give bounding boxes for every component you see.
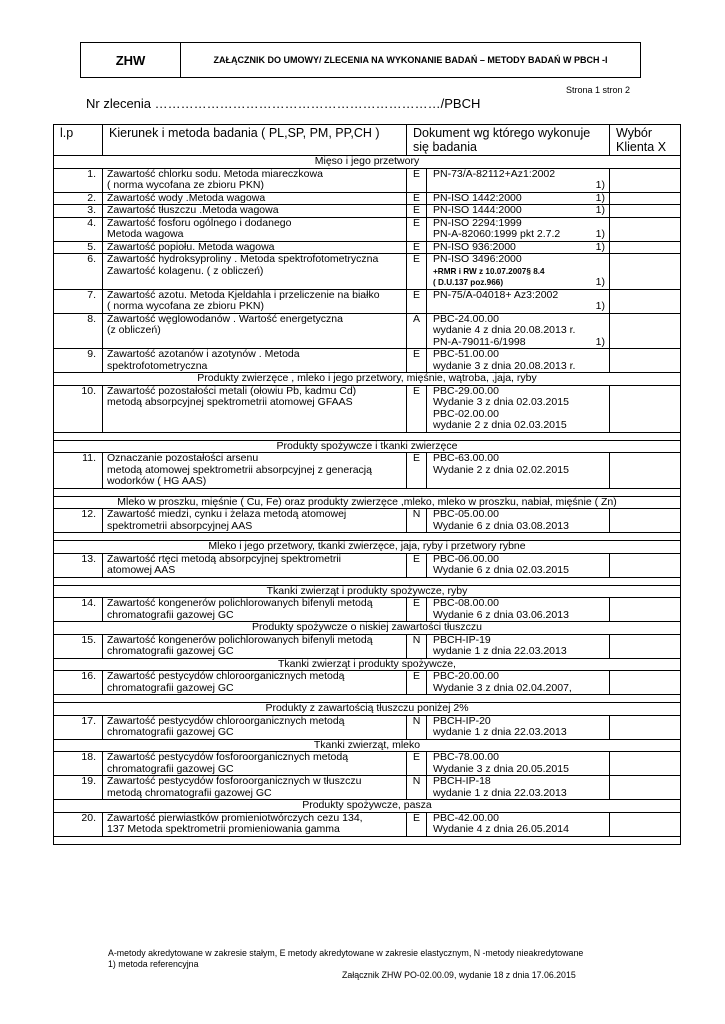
footnote-reference: 1) metoda referencyjna [108,959,199,969]
row-accreditation-code: E [407,289,427,313]
row-document: PN-ISO 1442:2000 [433,191,522,204]
row-number: 13. [54,553,103,577]
row-document-cell [427,812,610,836]
row-document-cell [427,671,610,695]
row-document-cell [427,385,610,432]
row-document: PBC-42.00.00 Wydanie 4 z dnia 26.05.2014 [433,811,569,835]
header-title: ZAŁĄCZNIK DO UMOWY/ ZLECENIA NA WYKONANIE BADAŃ – METODY BADAŃ W PBCH -I [213,55,608,65]
row-document: PBC-24.00.00 wydanie 4 z dnia 20.08.2013 r. PN-A-79011-6/1998 [433,312,576,348]
spacer-row [54,488,681,496]
row-document: PN-ISO 2294:1999 PN-A-82060:1999 pkt 2.7.2 [433,216,561,240]
category-label: Produkty spożywcze i tkanki zwierzęce [54,440,681,453]
row-document: PBC-29.00.00 Wydanie 3 z dnia 02.03.2015 PBC-02.00.00 wydanie 2 z dnia 02.03.2015 [433,384,569,431]
row-number: 18. [54,752,103,776]
row-document-cell [427,192,610,205]
row-accreditation-code: E [407,205,427,218]
row-client-choice[interactable] [610,598,681,622]
row-accreditation-code: N [407,634,427,658]
table-header-row [54,125,681,156]
document-footer: Załącznik ZHW PO-02.00.09, wydanie 18 z dnia 17.06.2015 [342,970,576,980]
category-label: Tkanki zwierząt i produkty spożywcze, [54,658,681,671]
col-header-direction: Kierunek i metoda badania ( PL,SP, PM, PP,CH ) [103,125,407,156]
row-client-choice[interactable] [610,671,681,695]
row-reference-mark: 1) [595,300,605,312]
table-row [54,671,681,695]
row-method-description: Zawartość kongenerów polichlorowanych bifenyli metodą chromatografii gazowej GC [103,634,407,658]
row-reference-mark: 1) [595,191,605,204]
row-document: PBC-63.00.00 Wydanie 2 z dnia 02.02.2015 [433,452,569,476]
table-row [54,752,681,776]
row-document-cell [427,776,610,800]
row-accreditation-code: E [407,598,427,622]
table-row [54,205,681,218]
row-client-choice[interactable] [610,349,681,373]
row-client-choice[interactable] [610,715,681,739]
row-method-description: Zawartość miedzi, cynku i żelaza metodą atomowej spektrometrii absorpcyjnej AAS [103,509,407,533]
row-document-cell [427,509,610,533]
row-document-cell [427,168,610,192]
row-method-description: Zawartość pestycydów chloroorganicznych metodą chromatografii gazowej GC [103,671,407,695]
table-row [54,217,681,241]
row-number: 16. [54,671,103,695]
category-label: Produkty spożywcze, pasza [54,800,681,813]
table-row [54,453,681,489]
row-method-description: Oznaczanie pozostałości arsenu metodą atomowej spektrometrii absorpcyjnej z generacją wodorków ( HG AAS) [103,453,407,489]
category-label: Mleko i jego przetwory, tkanki zwierzęce, jaja, ryby i przetwory rybne [54,541,681,554]
row-reference-mark: 1) [595,204,605,216]
row-number: 11. [54,453,103,489]
row-client-choice[interactable] [610,634,681,658]
row-number: 9. [54,349,103,373]
row-method-description: Zawartość chlorku sodu. Metoda miareczkowa ( norma wycofana ze zbioru PKN) [103,168,407,192]
row-method-description: Zawartość pestycydów fosforoorganicznych metodą chromatografii gazowej GC [103,752,407,776]
category-row [54,739,681,752]
page-info: Strona 1 stron 2 [566,85,631,95]
table-row [54,509,681,533]
row-document: PBC-05.00.00 Wydanie 6 z dnia 03.08.2013 [433,508,569,532]
row-document-cell [427,289,610,313]
category-label: Produkty spożywcze o niskiej zawartości tłuszczu [54,622,681,635]
row-reference-mark: 1) [595,240,605,253]
row-number: 6. [54,254,103,290]
row-method-description: Zawartość kongenerów polichlorowanych bifenyli metodą chromatografii gazowej GC [103,598,407,622]
row-document: PBCH-IP-19 wydanie 1 z dnia 22.03.2013 [433,633,567,657]
row-number: 3. [54,205,103,218]
row-accreditation-code: E [407,254,427,290]
row-client-choice[interactable] [610,192,681,205]
row-document: PN-ISO 936:2000 [433,240,516,253]
row-reference-mark: 1) [595,228,605,240]
col-header-lp: l.p [54,125,103,156]
row-document-cell [427,205,610,218]
row-document: PN-73/A-82112+Az1:2002 [433,167,556,180]
row-client-choice[interactable] [610,553,681,577]
category-label: Mleko w proszku, mięśnie ( Cu, Fe) oraz produkty zwierzęce ,mleko, mleko w proszku, nabiał, mięśnie ( Zn) [54,496,681,509]
row-method-description: Zawartość pestycydów fosforoorganicznych w tłuszczu metodą chromatografii gazowej GC [103,776,407,800]
table-row [54,598,681,622]
table-row [54,634,681,658]
row-number: 17. [54,715,103,739]
row-method-description: Zawartość tłuszczu .Metoda wagowa [103,205,407,218]
category-row [54,496,681,509]
header-code: ZHW [81,43,181,77]
spacer-row [54,836,681,844]
row-document-cell [427,553,610,577]
row-accreditation-code: E [407,385,427,432]
row-number: 4. [54,217,103,241]
row-client-choice[interactable] [610,289,681,313]
row-number: 19. [54,776,103,800]
table-row [54,313,681,349]
row-accreditation-code: E [407,349,427,373]
row-reference-mark: 1) [595,179,605,191]
row-method-description: Zawartość wody .Metoda wagowa [103,192,407,205]
row-document: PBCH-IP-18 wydanie 1 z dnia 22.03.2013 [433,775,567,799]
row-number: 5. [54,241,103,254]
category-label: Produkty zwierzęce , mleko i jego przetwory, mięśnie, wątroba, ,jaja, ryby [54,373,681,386]
row-document-cell [427,349,610,373]
row-document: PBCH-IP-20 wydanie 1 z dnia 22.03.2013 [433,714,567,738]
row-reference-mark: 1) [595,335,605,348]
row-document-cell [427,313,610,349]
row-document: PN-ISO 1444:2000 [433,204,522,216]
row-number: 2. [54,192,103,205]
row-document-cell [427,241,610,254]
row-document-sub: +RMR i RW z 10.07.2007§ 8.4 ( D.U.137 poz.966) [433,266,545,287]
row-accreditation-code: N [407,509,427,533]
category-row [54,373,681,386]
row-client-choice[interactable] [610,205,681,218]
row-method-description: Zawartość hydroksyproliny . Metoda spektrofotometryczna Zawartość kolagenu. ( z obliczeń) [103,254,407,290]
spacer-row [54,577,681,585]
row-document-cell [427,752,610,776]
row-client-choice[interactable] [610,254,681,290]
row-accreditation-code: N [407,776,427,800]
col-header-choice: Wybór Klienta X [610,125,681,156]
category-label: Tkanki zwierząt, mleko [54,739,681,752]
row-document-cell [427,254,610,290]
row-accreditation-code: E [407,752,427,776]
row-client-choice[interactable] [610,168,681,192]
row-method-description: Zawartość popiołu. Metoda wagowa [103,241,407,254]
row-accreditation-code: A [407,313,427,349]
methods-table [53,124,681,845]
row-document: PN-ISO 3496:2000 [433,253,522,265]
table-row [54,776,681,800]
table-row [54,553,681,577]
row-accreditation-code: E [407,217,427,241]
row-accreditation-code: E [407,241,427,254]
table-row [54,241,681,254]
category-row [54,541,681,554]
order-number: Nr zlecenia …………………………………………………………/PBCH [86,96,481,111]
table-row [54,385,681,432]
category-row [54,622,681,635]
row-method-description: Zawartość pozostałości metali (ołowiu Pb, kadmu Cd) metodą absorpcyjnej spektrometrii atomowej GFAAS [103,385,407,432]
row-reference-mark: 1) [595,276,605,288]
row-accreditation-code: E [407,812,427,836]
row-client-choice[interactable] [610,313,681,349]
row-document: PBC-08.00.00 Wydanie 6 z dnia 03.06.2013 [433,597,569,621]
row-number: 15. [54,634,103,658]
row-document: PBC-20.00.00 Wydanie 3 z dnia 02.04.2007, [433,670,572,694]
row-client-choice[interactable] [610,509,681,533]
row-document: PBC-78.00.00 Wydanie 3 z dnia 20.05.2015 [433,751,569,775]
row-accreditation-code: E [407,168,427,192]
footnote-legend: A-metody akredytowane w zakresie stałym, E metody akredytowane w zakresie elastycznym, N -metody nieakredytowane [108,948,584,958]
category-row [54,800,681,813]
category-row [54,156,681,169]
row-client-choice[interactable] [610,752,681,776]
row-accreditation-code: N [407,715,427,739]
category-row [54,703,681,716]
row-number: 7. [54,289,103,313]
spacer-cell [54,488,681,496]
row-document-cell [427,634,610,658]
category-row [54,440,681,453]
row-document: PBC-51.00.00 wydanie 3 z dnia 20.08.2013 r. [433,348,576,372]
table-row [54,192,681,205]
table-row [54,349,681,373]
row-method-description: Zawartość pierwiastków promieniotwórczych cezu 134, 137 Metoda spektrometrii promieniowania gamma [103,812,407,836]
category-row [54,585,681,598]
row-method-description: Zawartość pestycydów chloroorganicznych metodą chromatografii gazowej GC [103,715,407,739]
row-number: 14. [54,598,103,622]
row-document-cell [427,453,610,489]
col-header-document: Dokument wg którego wykonuje się badania [407,125,610,156]
row-document-cell [427,715,610,739]
spacer-cell [54,432,681,440]
row-accreditation-code: E [407,453,427,489]
table-body [54,156,681,845]
row-method-description: Zawartość rtęci metodą absorpcyjnej spektrometrii atomowej AAS [103,553,407,577]
table-row [54,168,681,192]
row-client-choice[interactable] [610,812,681,836]
table-row [54,715,681,739]
row-accreditation-code: E [407,671,427,695]
row-method-description: Zawartość fosforu ogólnego i dodanego Metoda wagowa [103,217,407,241]
category-row [54,658,681,671]
row-document: PBC-06.00.00 Wydanie 6 z dnia 02.03.2015 [433,552,569,576]
row-accreditation-code: E [407,553,427,577]
row-document: PN-75/A-04018+ Az3:2002 [433,288,559,301]
row-client-choice[interactable] [610,776,681,800]
row-client-choice[interactable] [610,217,681,241]
spacer-cell [54,577,681,585]
row-document-cell [427,598,610,622]
row-number: 12. [54,509,103,533]
spacer-row [54,432,681,440]
row-number: 20. [54,812,103,836]
row-method-description: Zawartość węglowodanów . Wartość energetyczna (z obliczeń) [103,313,407,349]
row-client-choice[interactable] [610,453,681,489]
row-document-cell [427,217,610,241]
row-accreditation-code: E [407,192,427,205]
table-row [54,812,681,836]
document-header [80,42,641,78]
category-label: Mięso i jego przetwory [54,156,681,169]
row-method-description: Zawartość azotanów i azotynów . Metoda spektrofotometryczna [103,349,407,373]
table-row [54,289,681,313]
row-client-choice[interactable] [610,385,681,432]
row-number: 8. [54,313,103,349]
row-number: 1. [54,168,103,192]
category-label: Tkanki zwierząt i produkty spożywcze, ryby [54,585,681,598]
row-method-description: Zawartość azotu. Metoda Kjeldahla i przeliczenie na białko ( norma wycofana ze zbioru PKN) [103,289,407,313]
category-label: Produkty z zawartością tłuszczu poniżej 2% [54,703,681,716]
row-client-choice[interactable] [610,241,681,254]
spacer-cell [54,836,681,844]
table-row [54,254,681,290]
row-number: 10. [54,385,103,432]
